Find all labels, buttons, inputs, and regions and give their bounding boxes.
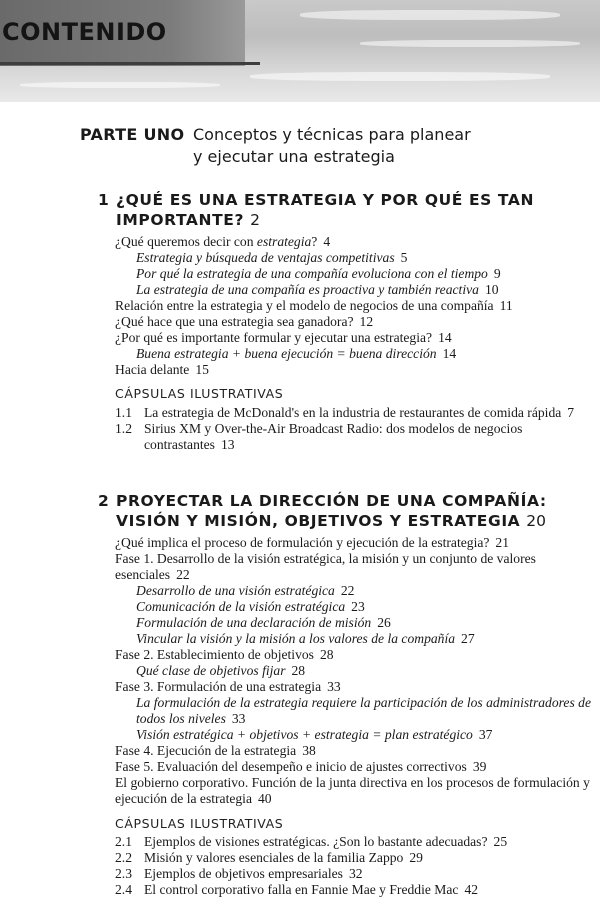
chapter-1-heading — [98, 190, 578, 230]
chapter-title-line2: IMPORTANTE? 2 — [116, 211, 260, 229]
banner-texture — [20, 82, 220, 88]
toc-entry[interactable]: Formulación de una declaración de misión 26 — [136, 615, 391, 630]
toc-entry[interactable]: Estrategia y búsqueda de ventajas competitivas 5 — [136, 250, 408, 265]
chapter-title-line2: VISIÓN Y MISIÓN, OBJETIVOS Y ESTRATEGIA 20 — [116, 512, 547, 530]
chapter-number: 2 — [98, 492, 110, 510]
toc-entry[interactable]: Hacia delante 15 — [115, 362, 209, 377]
contents-title: CONTENIDO — [2, 18, 167, 46]
chapter-2-heading — [98, 491, 578, 531]
toc-entry[interactable]: Comunicación de la visión estratégica 23 — [136, 599, 365, 614]
toc-entry[interactable]: Fase 5. Evaluación del desempeño e inicio de ajustes correctivos 39 — [115, 759, 487, 774]
toc-entry[interactable]: Desarrollo de una visión estratégica 22 — [136, 583, 355, 598]
toc-entry[interactable]: La formulación de la estrategia requiere la participación de los administradores de todos los niveles 33 — [136, 695, 591, 726]
toc-entry[interactable]: Qué clase de objetivos fijar 28 — [136, 663, 306, 678]
capsule-item[interactable]: 2.3 Ejemplos de objetivos empresariales 32 — [115, 866, 363, 881]
toc-entry[interactable]: Fase 1. Desarrollo de la visión estratégica, la misión y un conjunto de valores esenciales 22 — [115, 551, 536, 582]
chapter-page: 2 — [250, 211, 260, 229]
capsules-heading: CÁPSULAS ILUSTRATIVAS — [115, 386, 284, 401]
toc-entry[interactable]: Vincular la visión y la misión a los valores de la compañía 27 — [136, 631, 475, 646]
toc-entry[interactable]: El gobierno corporativo. Función de la junta directiva en los procesos de formulación y ejecución de la estrategia 40 — [115, 775, 590, 806]
chapter-2-capsules — [115, 834, 585, 898]
toc-entry[interactable]: ¿Qué hace que una estrategia sea ganadora? 12 — [115, 314, 374, 329]
capsule-item[interactable]: 1.1 La estrategia de McDonald's en la industria de restaurantes de comida rápida 7 — [115, 405, 575, 420]
chapter-1-capsules — [115, 405, 585, 453]
toc-entry[interactable]: Fase 3. Formulación de una estrategia 33 — [115, 679, 341, 694]
chapter-page: 20 — [526, 512, 547, 530]
part-title-line1: Conceptos y técnicas para planear — [193, 125, 471, 144]
banner-divider — [0, 62, 260, 65]
toc-entry[interactable]: La estrategia de una compañía es proactiva y también reactiva 10 — [136, 282, 499, 297]
banner-texture — [250, 72, 550, 81]
toc-entry[interactable]: ¿Qué queremos decir con estrategia? 4 — [115, 234, 331, 249]
chapter-1-entries — [115, 234, 593, 378]
chapter-number: 1 — [98, 191, 110, 209]
part-title-line2: y ejecutar una estrategia — [193, 147, 395, 166]
chapter-title-line1: ¿QUÉ ES UNA ESTRATEGIA Y POR QUÉ ES TAN — [116, 191, 535, 209]
toc-entry[interactable]: Fase 4. Ejecución de la estrategia 38 — [115, 743, 316, 758]
toc-entry[interactable]: Por qué la estrategia de una compañía evoluciona con el tiempo 9 — [136, 266, 501, 281]
capsules-heading: CÁPSULAS ILUSTRATIVAS — [115, 816, 284, 831]
capsule-item[interactable]: 2.2 Misión y valores esenciales de la familia Zappo 29 — [115, 850, 423, 865]
part-heading — [80, 124, 580, 166]
chapter-title-line1: PROYECTAR LA DIRECCIÓN DE UNA COMPAÑÍA: — [116, 492, 547, 510]
capsule-item[interactable]: 1.2 Sirius XM y Over-the-Air Broadcast Radio: dos modelos de negocios contrastantes 13 — [115, 421, 523, 452]
toc-entry[interactable]: ¿Qué implica el proceso de formulación y ejecución de la estrategia? 21 — [115, 535, 510, 550]
chapter-2-entries — [115, 535, 593, 807]
capsule-item[interactable]: 2.4 El control corporativo falla en Fannie Mae y Freddie Mac 42 — [115, 882, 479, 897]
toc-entry[interactable]: Relación entre la estrategia y el modelo de negocios de una compañía 11 — [115, 298, 513, 313]
toc-entry[interactable]: Visión estratégica + objetivos + estrategia = plan estratégico 37 — [136, 727, 493, 742]
header-banner — [0, 0, 600, 102]
banner-texture — [360, 40, 580, 47]
toc-entry[interactable]: Fase 2. Establecimiento de objetivos 28 — [115, 647, 334, 662]
banner-texture — [300, 10, 560, 20]
part-label: PARTE UNO — [80, 125, 185, 144]
capsule-item[interactable]: 2.1 Ejemplos de visiones estratégicas. ¿Son lo bastante adecuadas? 25 — [115, 834, 508, 849]
toc-entry[interactable]: Buena estrategia + buena ejecución = buena dirección 14 — [136, 346, 457, 361]
toc-entry[interactable]: ¿Por qué es importante formular y ejecutar una estrategia? 14 — [115, 330, 452, 345]
